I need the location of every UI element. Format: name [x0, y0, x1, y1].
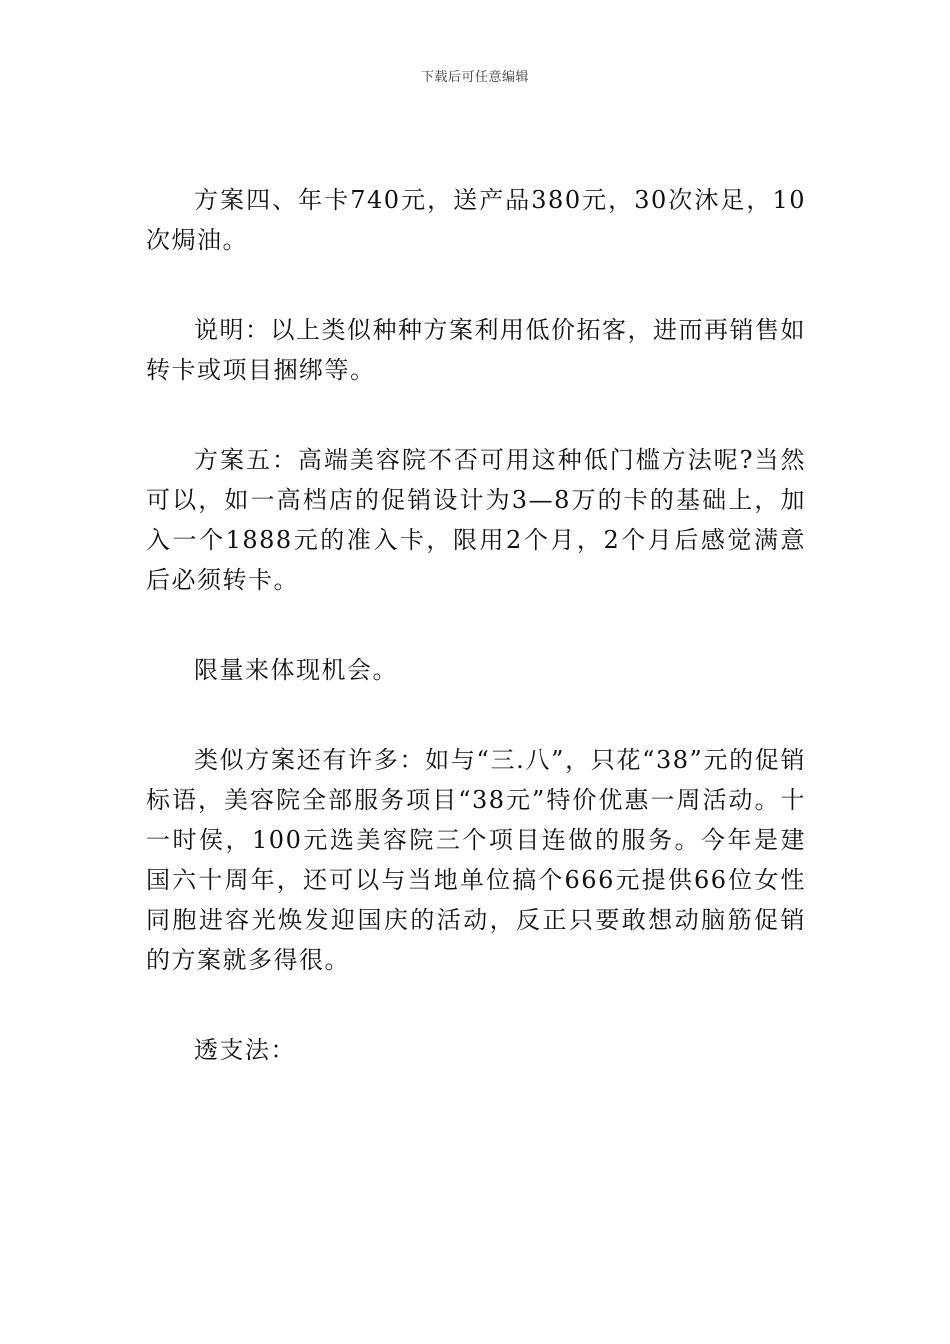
paragraph-overdraft-method: 透支法：	[194, 1036, 296, 1064]
paragraph-plan-four: 方案四、年卡740元，送产品380元，30次沐足，10次焗油。	[146, 186, 806, 254]
paragraph-plan-five: 方案五：高端美容院不否可用这种低门槛方法呢?当然可以，如一高档店的促销设计为3—8万的卡的基础上，加入一个1888元的准入卡，限用2个月，2个月后感觉满意后必须转卡。	[146, 446, 806, 594]
header-note: 下载后可任意编辑	[420, 70, 529, 85]
document-body	[146, 180, 806, 1120]
paragraph-explanation: 说明：以上类似种种方案利用低价拓客，进而再销售如转卡或项目捆绑等。	[146, 316, 806, 384]
paragraph-limited-quantity: 限量来体现机会。	[194, 656, 398, 684]
paragraph-similar-plans: 类似方案还有许多：如与“三.八”，只花“38”元的促销标语，美容院全部服务项目“38元”特价优惠一周活动。十一时侯，100元选美容院三个项目连做的服务。今年是建国六十周年，还可以与当地单位搞个666元提供66位女性同胞进容光焕发迎国庆的活动，反正只要敢想动脑筋促销的方案就多得很。	[146, 746, 806, 974]
